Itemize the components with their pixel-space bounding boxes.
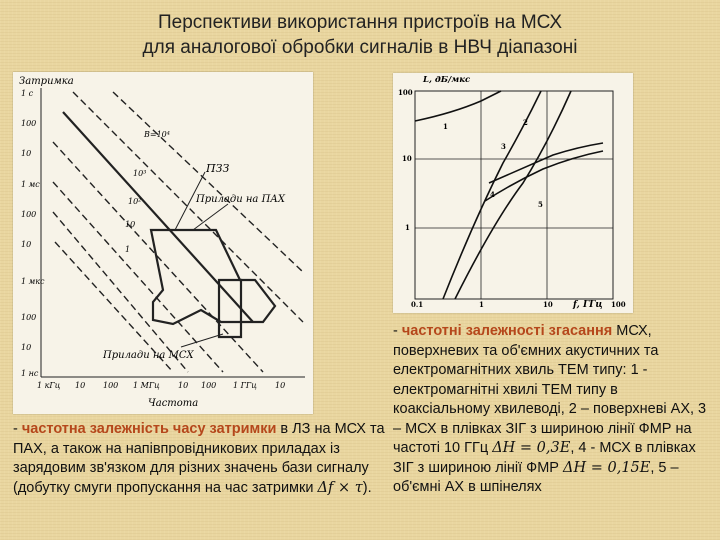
x-tick-label: 1 кГц <box>37 381 61 390</box>
caption-text: в ЛЗ на МСХ та ПАХ, а також на напівпровідникових приладах із зарядовим зв'язком для різних значень бази сигналу (добутку смуги пропускання на час затримки <box>13 421 385 496</box>
x-tick-label: 10 <box>275 381 286 390</box>
y-tick-label: 1 нс <box>21 369 39 378</box>
caption-formula: ΔH = 0,15E <box>563 459 651 476</box>
bandwidth-lines <box>53 92 303 372</box>
x-tick-label: 1 МГц <box>133 381 160 390</box>
x-tick-labels <box>37 381 285 390</box>
title-line-2: для аналогової обробки сигналів в НВЧ діапазоні <box>142 37 578 58</box>
caption-text: , 5 – об'ємні АХ в шпінелях <box>393 459 679 495</box>
x-tick-label: 10 <box>75 381 86 390</box>
y-tick-label: 10 <box>21 343 32 352</box>
y-tick-labels <box>398 88 413 232</box>
pah-label: Прилади на ПАХ <box>196 194 285 205</box>
y-tick-label: 100 <box>21 210 37 219</box>
b-line <box>73 92 303 322</box>
curve-3 <box>489 143 603 183</box>
delay-frequency-figure <box>13 72 313 414</box>
x-axis-title: f, ГГц <box>573 300 603 310</box>
y-tick-label: 10 <box>21 149 32 158</box>
y-tick-label: 100 <box>398 88 413 97</box>
delay-figure-caption <box>13 420 385 498</box>
caption-text: МСХ, поверхневих та об'ємних акустичних та електромагнітних хвиль ТЕМ типу: 1 - електромагнітні хвилі ТЕМ типу в коаксіальному хвилеводі, 2 – поверхневі АХ, 3 – МСХ в плівках ЗІГ з шириною лінії ФМР на частоті 10 ГГц <box>393 323 707 456</box>
y-tick-label: 10 <box>402 154 412 163</box>
b-line <box>53 212 188 372</box>
caption-emphasis: частотна залежність часу затримки <box>21 421 277 437</box>
x-tick-label: 100 <box>103 381 119 390</box>
caption-formula: Δf × τ <box>317 479 363 496</box>
b-line <box>63 112 253 322</box>
attenuation-figure-caption <box>393 322 713 498</box>
caption-text: , 4 - МСХ в плівках ЗІГ з шириною лінії ФМР <box>393 440 696 476</box>
y-tick-label: 100 <box>21 313 37 322</box>
caption-formula: ΔH = 0,3E <box>492 440 571 456</box>
caption-dash: - <box>13 421 22 437</box>
b-line <box>53 182 223 372</box>
attenuation-frequency-plot <box>393 73 633 313</box>
x-tick-label: 1 <box>479 300 484 309</box>
x-tick-label: 1 ГГц <box>233 381 257 390</box>
y-axis-title: Затримка <box>19 76 74 87</box>
delay-frequency-plot <box>13 72 313 414</box>
x-tick-label: 100 <box>201 381 217 390</box>
b-line-label: B=10⁴ <box>144 130 170 139</box>
curve-label: 3 <box>501 142 506 151</box>
b-line-label: 10² <box>128 197 142 206</box>
caption-dash: - <box>393 323 402 339</box>
y-tick-label: 1 <box>405 223 410 232</box>
b-line-label: 1 <box>125 245 131 254</box>
msh-pointer <box>181 334 223 347</box>
slide-title <box>0 10 720 60</box>
y-tick-label: 100 <box>21 119 37 128</box>
curve-label: 5 <box>538 200 543 209</box>
b-line-label: 10 <box>125 220 136 229</box>
msh-label: Прилади на МСХ <box>103 350 194 361</box>
caption-end: ). <box>362 479 372 496</box>
x-tick-label: 100 <box>611 300 626 309</box>
attenuation-frequency-figure <box>393 73 633 313</box>
curve-5 <box>455 91 571 299</box>
y-tick-label: 1 мкс <box>21 277 45 286</box>
b-line <box>113 92 303 272</box>
curve-labels <box>443 118 543 209</box>
title-line-1: Перспективи використання пристроїв на МСХ <box>157 12 562 33</box>
pzz-label: ПЗЗ <box>206 162 230 175</box>
curve-label: 1 <box>443 122 448 131</box>
x-axis-title: Частота <box>148 398 199 409</box>
y-tick-label: 1 с <box>21 89 34 98</box>
y-axis-title: L, дБ/мкс <box>423 75 471 85</box>
x-tick-label: 0.1 <box>411 300 424 309</box>
curve-1 <box>415 91 501 121</box>
y-tick-label: 10 <box>21 240 32 249</box>
curve-label: 4 <box>490 190 495 199</box>
b-line-label: 10³ <box>133 169 147 178</box>
b-line-labels <box>125 130 170 254</box>
curve-label: 2 <box>523 118 528 127</box>
caption-emphasis: частотні залежності згасання <box>401 323 613 339</box>
x-tick-label: 10 <box>178 381 189 390</box>
y-tick-label: 1 мс <box>21 180 40 189</box>
x-tick-label: 10 <box>543 300 553 309</box>
